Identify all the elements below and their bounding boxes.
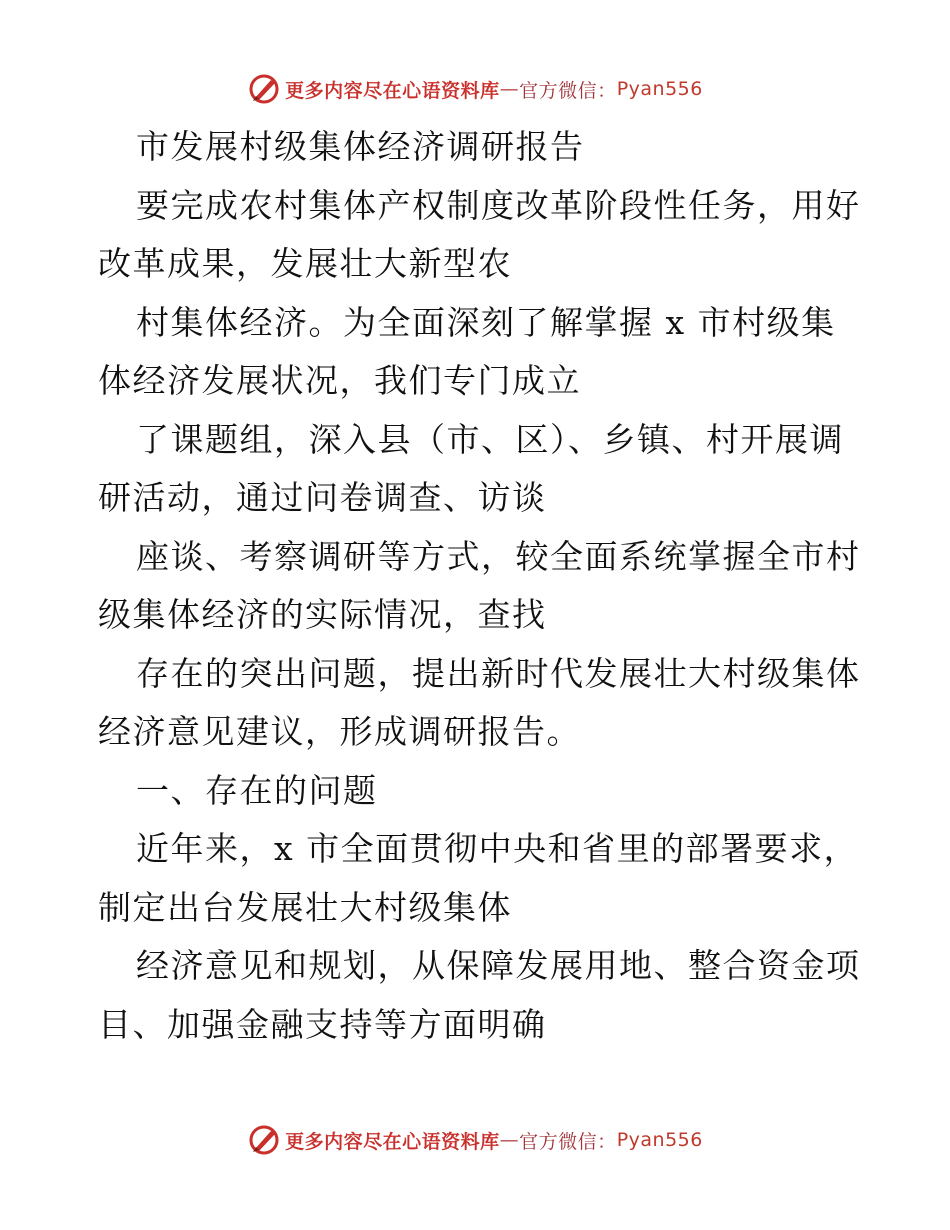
watermark-sub-text: 官方微信：: [519, 1130, 617, 1153]
text-line: 经济意见建议，形成调研报告。: [98, 712, 581, 751]
watermark-wechat-id: Pyan556: [616, 1129, 703, 1151]
text-line: 近年来，x 市全面贯彻中央和省里的部署要求，: [136, 829, 859, 868]
text-line: 经济意见和规划，从保障发展用地、整合资金项: [136, 946, 861, 985]
pen-logo-icon: [247, 72, 281, 106]
text-line: 制定出台发展壮大村级集体: [98, 887, 512, 927]
text-line: 要完成农村集体产权制度改革阶段性任务，用好: [136, 185, 861, 225]
watermark-main-text: 更多内容尽在心语资料库: [285, 79, 500, 102]
text-line: 村集体经济。为全面深刻了解掌握 x 市村级集: [136, 302, 836, 342]
pen-logo-icon: [247, 1123, 281, 1157]
watermark-wechat-id: Pyan556: [616, 78, 703, 100]
text-line: 目、加强金融支持等方面明确: [98, 1004, 547, 1044]
text-line: 研活动，通过问卷调查、访谈: [98, 478, 547, 517]
watermark-dash: —: [499, 78, 520, 100]
text-line: 了课题组，深入县（市、区）、乡镇、村开展调: [136, 419, 844, 459]
text-line: 体经济发展状况，我们专门成立: [98, 361, 581, 400]
text-line: 改革成果，发展壮大新型农: [98, 244, 512, 283]
section-heading: 一、存在的问题: [136, 770, 378, 810]
document-body: [98, 118, 861, 1054]
watermark-main-text: 更多内容尽在心语资料库: [285, 1130, 500, 1153]
footer-watermark: [0, 1120, 950, 1160]
watermark-dash: —: [499, 1129, 520, 1151]
text-line: 级集体经济的实际情况，查找: [98, 595, 547, 634]
text-line: 座谈、考察调研等方式，较全面系统掌握全市村: [136, 536, 861, 576]
text-line: 存在的突出问题，提出新时代发展壮大村级集体: [136, 653, 861, 693]
header-watermark: [0, 69, 950, 109]
text-line: 市发展村级集体经济调研报告: [136, 127, 585, 166]
watermark-sub-text: 官方微信：: [519, 79, 617, 102]
